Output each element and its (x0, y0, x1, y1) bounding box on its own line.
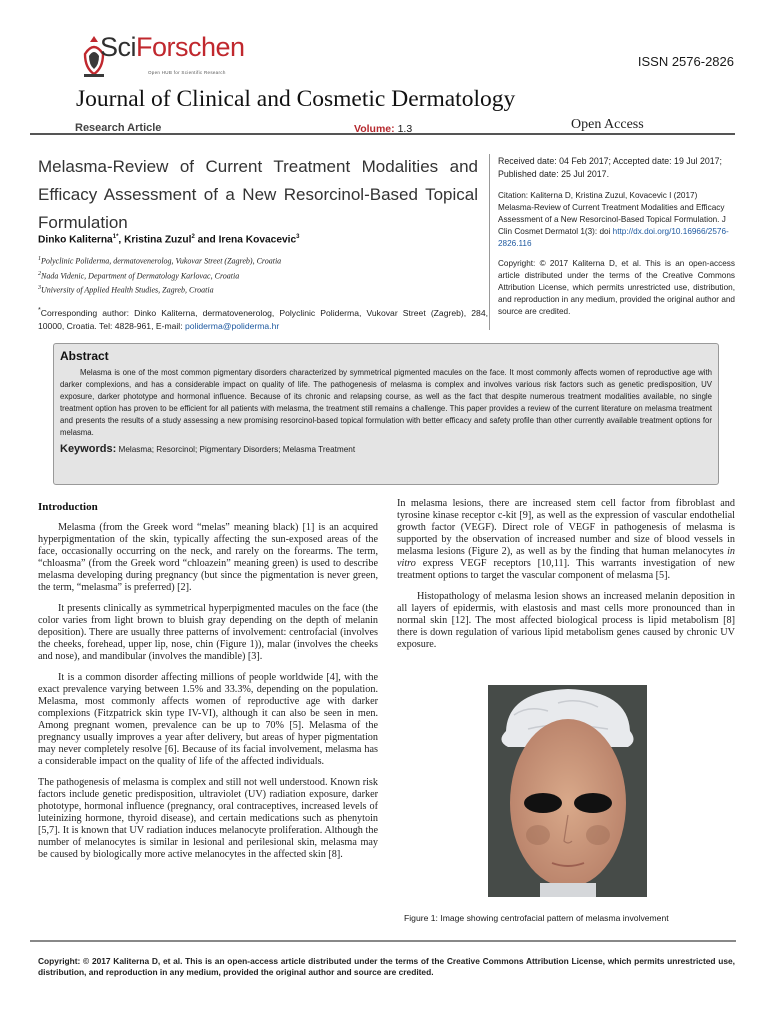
logo-wordmark: SciForschen (100, 32, 245, 62)
author-name: Dinko Kaliterna (38, 234, 113, 246)
right-column (397, 498, 735, 660)
figure-caption: Figure 1: Image showing centrofacial pattern of melasma involvement (404, 913, 669, 923)
paragraph: It is a common disorder affecting millions of people worldwide [4], with the exact prevalence varying between 1.5% and 33.3%, depending on the population. Melasma, most commonly affects women of reproductive age with darker complexions (Fitzpatrick skin type IV-VI), although it can also be seen in men. Among pregnant women, prevalence can be up to 70% [5]. Melasma of the pregnancy usually improves a year after delivery, but areas of hyper pigmentation may never completely resolve [6]. Because of its facial involvement, melasma has a considerable impact on the quality of life of the affected individuals. (38, 672, 378, 767)
section-heading: Introduction (38, 501, 98, 513)
journal-title: Journal of Clinical and Cosmetic Dermatology (76, 86, 516, 112)
author-name: Kristina Zuzul (124, 234, 192, 246)
corresponding-author: *Corresponding author: Dinko Kaliterna, dermatovenerolog, Polyclinic Poliderma, Vukovar Street (Zagreb), 284, 10000, Croatia. Tel: 4828-961, E-mail: poliderma@poliderma.hr (38, 306, 488, 331)
email-link[interactable]: poliderma@poliderma.hr (184, 320, 280, 331)
abstract-box (53, 343, 719, 485)
footer-copyright: Copyright: © 2017 Kaliterna D, et al. This is an open-access article distributed under the terms of the Creative Commons Attribution License, which permits unrestricted use, distribution, and reproduction in any medium, provided the original author and source are credited. (38, 956, 735, 977)
volume: Volume: 1.3 (354, 123, 413, 135)
abstract-heading: Abstract (60, 349, 109, 363)
affiliation: $^3$University of Applied Health Studies, Zagreb, Croatia (38, 285, 214, 295)
article-title: Melasma-Review of Current Treatment Modalities and Efficacy Assessment of a New Resorcinol-Based Topical Formulation (38, 157, 478, 232)
keywords: Keywords: Melasma; Resorcinol; Pigmentary Disorders; Melasma Treatment (60, 443, 356, 456)
paragraph: It presents clinically as symmetrical hyperpigmented macules on the face (the color varies from light brown to bluish gray depending on the depth of melanin deposition). There are usually three patterns of involvement: centrofacial (involves the cheeks, forehead, upper lip, nose, chin (Figure 1)), malar (involves the cheeks and nose), and mandibular (involves the mandible) [3]. (38, 603, 378, 662)
article-dates: Received date: 04 Feb 2017; Accepted date: 19 Jul 2017; Published date: 25 Jul 2017. (498, 156, 722, 179)
affiliations (38, 253, 488, 297)
column-divider (489, 154, 490, 330)
affiliation: $^1$Polyclinic Poliderma, dermatovenerolog, Vukovar Street (Zagreb), Croatia (38, 256, 282, 266)
paragraph: The pathogenesis of melasma is complex and still not well understood. Known risk factors include genetic predisposition, ultraviolet (UV) radiation exposure, darker phototype, hormonal influence (pregnancy, oral contraceptives, increased levels of luteinizing hormone, thyroid disease), and certain medications such as phenytoin [5,7]. It is known that UV radiation induces melanocyte proliferation. Although the number of melanocytes is similar in lesional and perilesional skin, melasma may be caused by biologically more active melanocytes in the affected skin [8]. (38, 777, 378, 860)
footer-rule (30, 940, 736, 942)
author-name: Irena Kovacevic (218, 234, 297, 246)
paragraph: Histopathology of melasma lesion shows an increased melanin deposition in all layers of epidermis, with elastosis and mast cells more pronounced than in normal skin [12]. The most affected biological process is lipid metabolism [8] there is down regulation of various lipid metabolism genes caused by chronic UV exposure. (397, 591, 735, 650)
article-type: Research Article (75, 122, 162, 134)
author-list: Dinko Kaliterna$^{1*}$, Kristina Zuzul$^2$ and Irena Kovacevic$^3$ (38, 234, 300, 246)
issn: ISSN 2576-2826 (637, 54, 734, 69)
copyright-notice: Copyright: © 2017 Kaliterna D, et al. This is an open-access article distributed under the terms of the Creative Commons Attribution License, which permits unrestricted use, distribution, and reproduction in any medium, provided the original author and source are credited. (498, 259, 735, 316)
doi-link[interactable]: http://dx.doi.org/10.16966/2576-2826.116 (498, 227, 729, 248)
left-column (38, 501, 378, 870)
logo-tagline: Open HUB for Scientific Research (148, 70, 226, 75)
abstract-text: Melasma is one of the most common pigmentary disorders characterized by symmetrical pigmented macules on the face. It most commonly affects women of reproductive age with darker complexions, and has a considerable impact on quality of life. The pathogenesis of melasma is complex and involves various risk factors such as genetic predisposition, UV exposure, darker phototype and hormonal influence. Because of its chronic and relapsing course, as well as the fact that despite numerous treatment modalities available, no single treatment option has proven to be efficient for all patients with melasma, the treatment still remains a challenge. This paper provides a review of the current literature on melasma treatment and presents the results of a study assessing a new promising resorcinol-based topical formulation with better efficacy and safety profile than other currently available treatment options for melasma. (60, 368, 712, 437)
figure-1-photo (488, 685, 647, 897)
paragraph: Melasma (from the Greek word “melas” meaning black) [1] is an acquired hyperpigmentation of the skin, typically affecting the sun-exposed areas of the face, occasionally occurring on the neck, and rarely on the forearms. The term, “chloasma” (from the Greek word “chloazein” meaning green) is used to describe melasma developing during pregnancy (but since the pigmentation is never green, the term, “melasma” is preferred) [2]. (38, 522, 378, 593)
paragraph: In melasma lesions, there are increased stem cell factor from fibroblast and tyrosine kinase receptor c-kit [9], as well as the expression of vascular endothelial growth factor (VEGF). Direct role of VEGF in pathogenesis of melasma is supported by the observation of increased number and size of blood vessels in melasma lesions (Figure 2), as well as by the finding that human melanocytes in vitro express VEGF receptors [10,11]. This warrants investigation of new treatment options to target the vascular component of melasma [5]. (397, 498, 735, 581)
citation: Citation: Kaliterna D, Kristina Zuzul, Kovacevic I (2017) Melasma-Review of Current Treatment Modalities and Efficacy Assessment of a New Resorcinol-Based Topical Formulation. J Clin Cosmet Dermatol 1(3): doi http://dx.doi.org/10.16966/2576-2826.116 (498, 191, 729, 248)
open-access-label: Open Access (571, 117, 644, 132)
affiliation: $^2$Nada Videnic, Department of Dermatology Karlovac, Croatia (38, 270, 240, 281)
